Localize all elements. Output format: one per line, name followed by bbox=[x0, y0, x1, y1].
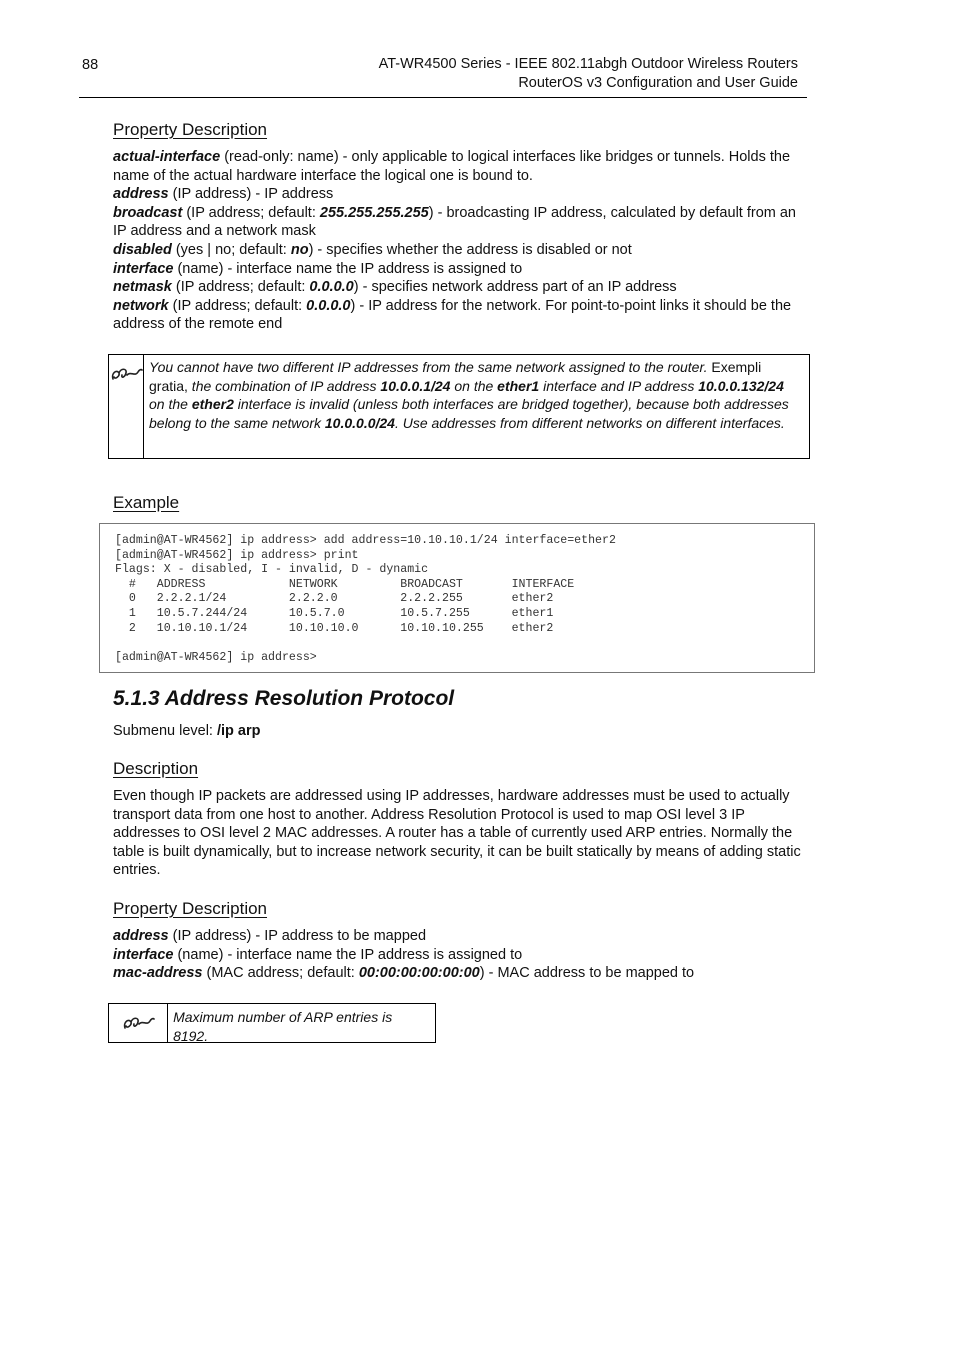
property-item bbox=[113, 297, 813, 334]
property-desc: (IP address; default: bbox=[182, 204, 320, 221]
section-title: 5.1.3 Address Resolution Protocol bbox=[113, 687, 455, 710]
page-number: 88 bbox=[82, 57, 99, 73]
property-list bbox=[113, 148, 813, 334]
property-item bbox=[113, 278, 813, 297]
property-desc: ) - IP address for the network. For point-to-point links it should be the address of the remote end bbox=[113, 297, 792, 333]
note-text: You cannot have two different IP addresses from the same network assigned to the router. Exempli gratia, the combination of IP address 10.0.0.1/24 on the ether1 interface and IP address 10.0.0.132/24 on the ether2 interface is invalid (unless both interfaces are bridged together), because both addresses belong to the same network 10.0.0.0/24. Use addresses from different networks on different interfaces. bbox=[149, 359, 789, 431]
header-title-line1: AT-WR4500 Series - IEEE 802.11abgh Outdoor Wireless Routers bbox=[378, 56, 798, 72]
note-box bbox=[108, 1003, 436, 1043]
property-desc: (IP address) - IP address bbox=[168, 186, 334, 203]
property-description-heading: Property Description bbox=[113, 120, 268, 139]
property-name: address bbox=[113, 928, 169, 944]
property-name: broadcast bbox=[113, 204, 183, 221]
note-text: Maximum number of ARP entries is 8192. bbox=[173, 1009, 393, 1044]
example-heading: Example bbox=[113, 493, 180, 512]
note-icon-cell bbox=[109, 1004, 168, 1042]
property-name: network bbox=[113, 297, 169, 314]
property-item bbox=[113, 185, 813, 204]
code-listing: [admin@AT-WR4562] ip address> add address=10.10.10.1/24 interface=ether2 [admin@AT-WR4562] ip address> print Flags: X - disabled, I - invalid, D - dynamic # ADDRESS NETWORK BROADCAST INTERFACE 0 2.2.2.1/24 2.2.2.0 2.2.2.255 ether2 1 10.5.7.244/24 10.5.7.0 10.5.7.255 ether1 2 10.10.10.1/24 10.10.10.0 10.10.10.255 ether2 [admin@AT-WR4562] ip address> bbox=[115, 534, 616, 664]
property-item bbox=[113, 204, 813, 241]
property-desc: (name) - interface name the IP address is assigned to bbox=[173, 946, 523, 963]
property-default: 0.0.0.0 bbox=[309, 279, 354, 296]
description-heading: Description bbox=[113, 759, 199, 778]
note-box bbox=[108, 354, 810, 459]
header-title-line2: RouterOS v3 Configuration and User Guide bbox=[518, 75, 798, 91]
description-text: Even though IP packets are addressed using IP addresses, hardware addresses must be used to actually transport data from one host to another. Address Resolution Protocol is used to map OSI level 3 IP addresses to OSI level 2 MAC addresses. A router has a table of currently used ARP entries. Normally the table is built dynamically, but to increase network security, it can be built statically by means of adding static entries. bbox=[113, 788, 801, 879]
submenu-level: Submenu level: /ip arp bbox=[113, 723, 261, 739]
property-name: actual-interface bbox=[113, 149, 221, 165]
handwritten-note-icon bbox=[109, 365, 143, 385]
property-item bbox=[113, 148, 813, 185]
property-item bbox=[113, 260, 813, 279]
property-default: 0.0.0.0 bbox=[306, 297, 351, 314]
property-desc: (IP address; default: bbox=[168, 297, 307, 314]
note-icon-cell bbox=[109, 355, 144, 458]
property-name: address bbox=[113, 186, 169, 203]
property-item bbox=[113, 946, 813, 965]
property-name: interface bbox=[113, 260, 174, 277]
property-desc: (MAC address; default: bbox=[202, 965, 359, 982]
property-name: netmask bbox=[113, 279, 172, 296]
property-description-heading: Property Description bbox=[113, 899, 268, 918]
property-name: disabled bbox=[113, 241, 172, 258]
property-desc: ) - specifies whether the address is disabled or not bbox=[308, 241, 632, 258]
property-item bbox=[113, 964, 813, 983]
code-example-box bbox=[99, 523, 815, 673]
property-name: mac-address bbox=[113, 965, 203, 982]
property-desc: (name) - interface name the IP address is assigned to bbox=[173, 260, 523, 277]
property-list bbox=[113, 927, 813, 983]
property-name: interface bbox=[113, 946, 174, 963]
property-default: no bbox=[290, 241, 309, 258]
property-desc: ) - specifies network address part of an IP address bbox=[353, 279, 677, 296]
property-desc: ) - broadcasting IP address, calculated by default from an IP address and a network mask bbox=[113, 204, 796, 240]
property-desc: (read-only: name) - only applicable to logical interfaces like bridges or tunnels. Holds the name of the actual hardware interface the logical one is bound to. bbox=[113, 149, 791, 184]
property-desc: (IP address; default: bbox=[171, 279, 310, 296]
header-rule bbox=[79, 97, 807, 98]
handwritten-note-icon bbox=[121, 1014, 155, 1034]
running-header bbox=[379, 55, 798, 93]
property-default: 255.255.255.255 bbox=[319, 204, 429, 221]
property-desc: ) - MAC address to be mapped to bbox=[479, 965, 695, 982]
property-item bbox=[113, 927, 813, 946]
property-desc: (IP address) - IP address to be mapped bbox=[168, 928, 427, 944]
property-desc: (yes | no; default: bbox=[171, 241, 291, 258]
property-default: 00:00:00:00:00:00 bbox=[358, 965, 480, 982]
property-item bbox=[113, 241, 813, 260]
